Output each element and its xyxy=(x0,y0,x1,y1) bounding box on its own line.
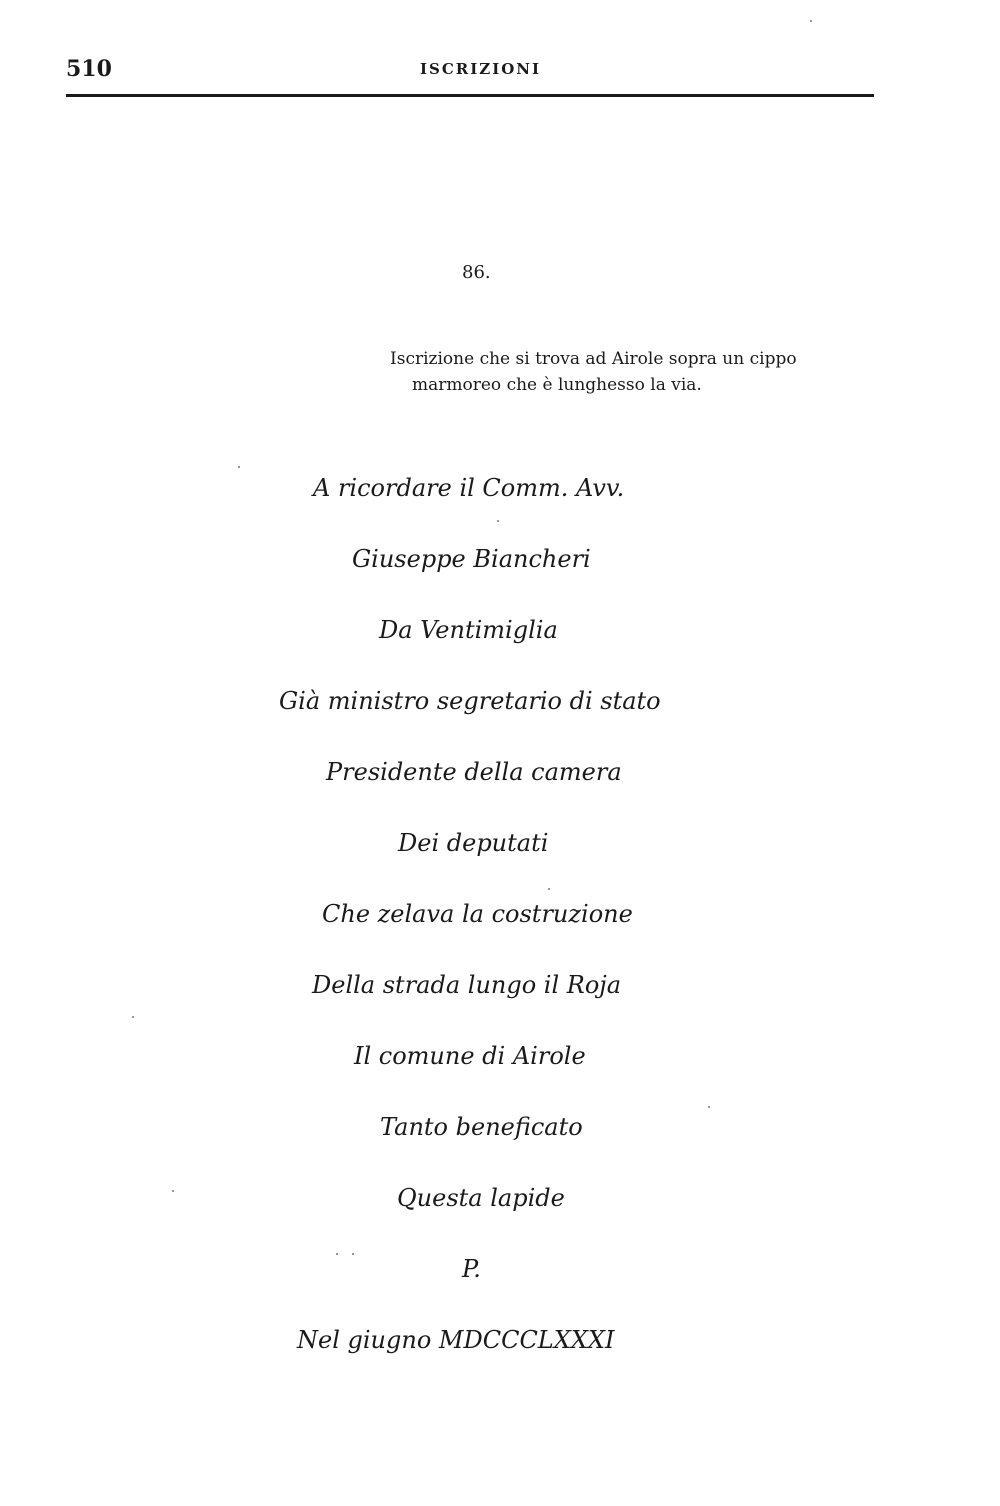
inscription-number: 86. xyxy=(462,262,491,283)
inscription-line: Giuseppe Biancheri xyxy=(352,545,591,573)
inscription-line: P. xyxy=(462,1255,481,1283)
inscription-line: Che zelava la costruzione xyxy=(322,900,633,928)
inscription-line: Già ministro segretario di stato xyxy=(279,687,661,715)
inscription-line: Da Ventimiglia xyxy=(379,616,558,644)
scan-speck xyxy=(548,888,550,890)
caption-line-1: Iscrizione che si trova ad Airole sopra un cippo xyxy=(390,349,797,369)
scan-speck xyxy=(132,1016,134,1018)
inscription-line: Tanto beneficato xyxy=(380,1113,583,1141)
inscription-line: Dei deputati xyxy=(398,829,549,857)
scan-speck xyxy=(708,1106,710,1108)
inscription-line: Questa lapide xyxy=(397,1184,565,1212)
header-rule xyxy=(66,94,874,97)
inscription-line: Nel giugno MDCCCLXXXI xyxy=(297,1326,615,1354)
inscription-line: Presidente della camera xyxy=(326,758,622,786)
inscription-line: Il comune di Airole xyxy=(354,1042,586,1070)
running-title: ISCRIZIONI xyxy=(420,60,542,78)
page-number: 510 xyxy=(66,56,112,82)
scan-speck xyxy=(810,20,812,22)
inscription-line: Della strada lungo il Roja xyxy=(312,971,622,999)
scan-speck xyxy=(352,1253,354,1255)
caption-line-2: marmoreo che è lunghesso la via. xyxy=(412,375,702,395)
scan-speck xyxy=(497,520,499,522)
inscription-line: A ricordare il Comm. Avv. xyxy=(313,474,625,502)
scan-speck xyxy=(336,1253,338,1255)
scan-speck xyxy=(238,466,240,468)
scan-speck xyxy=(172,1190,174,1192)
inscription-caption xyxy=(390,346,890,398)
